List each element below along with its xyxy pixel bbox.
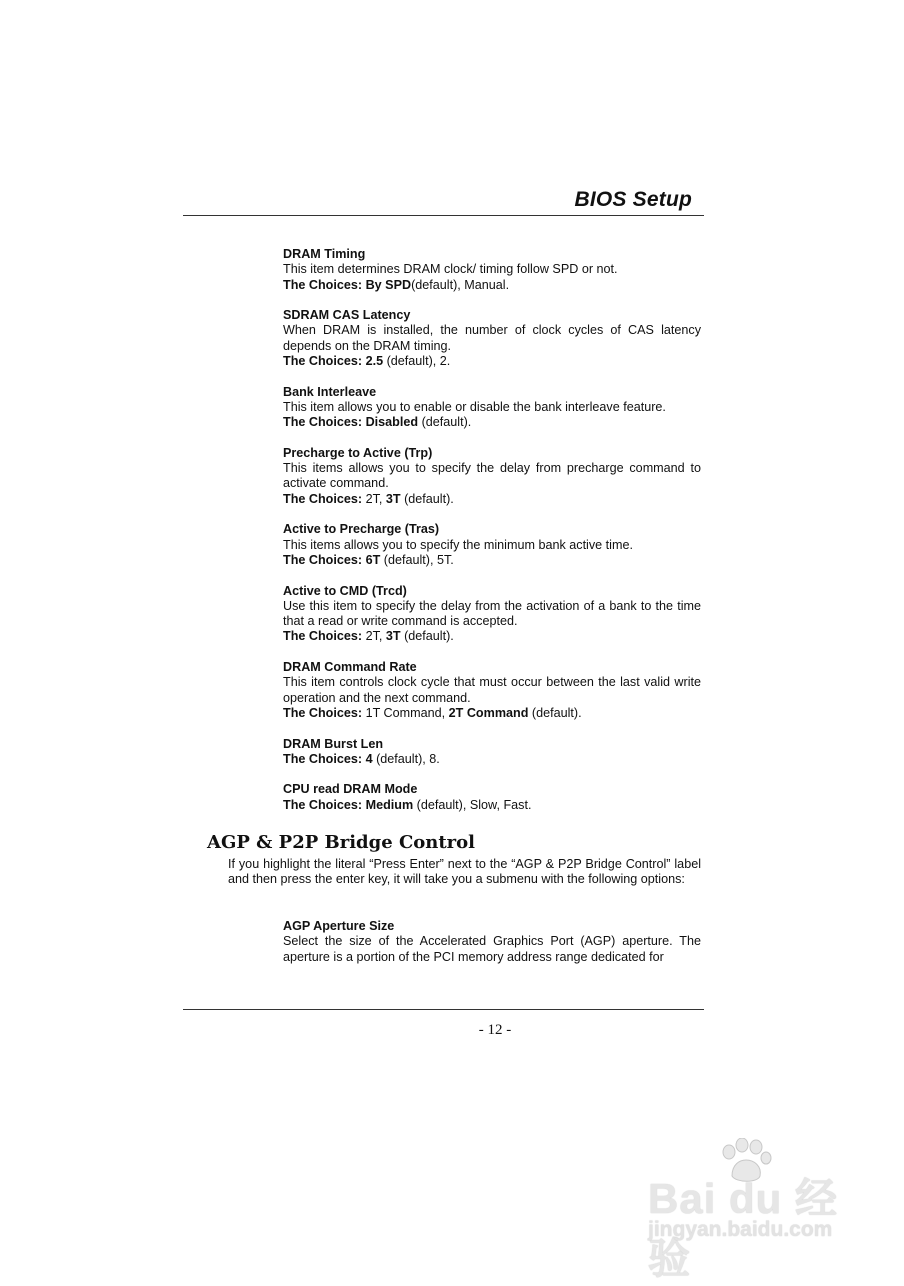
footer-rule [183, 1009, 704, 1010]
item-choices [283, 415, 701, 430]
watermark-url: jingyan.baidu.com [648, 1218, 833, 1241]
choice-segment: (default), Slow, Fast. [413, 797, 532, 812]
bios-item [283, 522, 701, 568]
item-description: When DRAM is installed, the number of clock cycles of CAS latency depends on the DRAM timing. [283, 323, 701, 353]
bios-item [283, 584, 701, 645]
choice-segment: (default), 8. [372, 751, 440, 766]
choice-segment: The Choices: [283, 629, 366, 644]
item-title: CPU read DRAM Mode [283, 782, 418, 797]
choice-segment: The Choices: [283, 491, 366, 506]
bios-item [283, 446, 701, 507]
item-description: This item determines DRAM clock/ timing follow SPD or not. [283, 262, 618, 277]
item-title: DRAM Timing [283, 247, 366, 261]
item-choices [283, 553, 701, 568]
section-intro: If you highlight the literal “Press Enter” next to the “AGP & P2P Bridge Control” label and then press the enter key, it will take you a submenu with the following options: [228, 857, 701, 887]
item-choices [283, 354, 701, 369]
choice-segment: The Choices: Disabled [283, 415, 419, 430]
bios-item [283, 782, 701, 813]
item-description: This item allows you to enable or disable the bank interleave feature. [283, 399, 666, 414]
choice-segment: 2T, [365, 491, 386, 506]
watermark-logo: Bai du 经验 [648, 1175, 839, 1282]
choice-segment: (default). [418, 415, 472, 430]
bios-item [283, 247, 701, 293]
item-choices [283, 798, 701, 813]
choice-segment: (default). [400, 629, 454, 644]
choice-segment: 2T Command [448, 705, 529, 720]
choice-segment: The Choices: 6T [283, 552, 381, 567]
item-choices [283, 752, 701, 767]
item-title: DRAM Burst Len [283, 736, 384, 751]
bios-item [283, 308, 701, 369]
bios-items-list [283, 247, 701, 828]
item-title: Bank Interleave [283, 384, 377, 399]
item-choices [283, 278, 701, 293]
item-title: AGP Aperture Size [283, 919, 395, 933]
item-choices [283, 492, 701, 507]
choice-segment: (default). [528, 705, 582, 720]
item-title: Precharge to Active (Trp) [283, 445, 433, 460]
item-description: Select the size of the Accelerated Graphics Port (AGP) aperture. The aperture is a portion of the PCI memory address range dedicated for [283, 934, 701, 964]
page-number: - 12 - [478, 1022, 512, 1038]
item-choices [283, 706, 701, 721]
item-description: This items allows you to specify the delay from precharge command to activate command. [283, 461, 701, 491]
choice-segment: (default), 5T. [380, 552, 454, 567]
choice-segment: (default). [400, 491, 454, 506]
choice-segment: 2T, [365, 629, 386, 644]
bios-item [283, 385, 701, 431]
choice-segment: 3T [385, 491, 401, 506]
item-description: Use this item to specify the delay from the activation of a bank to the time that a read or write command is accepted. [283, 598, 701, 629]
bios-item [283, 737, 701, 768]
bios-item [283, 660, 701, 721]
item-choices [283, 629, 701, 644]
item-description: This item controls clock cycle that must occur between the last valid write operation and the next command. [283, 675, 701, 705]
agp-aperture-item [283, 919, 701, 965]
header-rule [183, 215, 704, 216]
section-heading: AGP & P2P Bridge Control [207, 832, 476, 853]
choice-segment: The Choices: [283, 705, 366, 720]
item-title: Active to CMD (Trcd) [283, 583, 407, 598]
choice-segment: The Choices: 4 [283, 751, 373, 766]
choice-segment: 1T Command, [365, 705, 449, 720]
baidu-watermark [640, 1140, 870, 1282]
choice-segment: (default), 2. [383, 354, 451, 369]
item-title: SDRAM CAS Latency [283, 308, 411, 323]
choice-segment: The Choices: Medium [283, 797, 414, 812]
choice-segment: The Choices: 2.5 [283, 354, 384, 369]
item-title: DRAM Command Rate [283, 660, 417, 675]
agp-section [207, 832, 701, 888]
choice-segment: (default), Manual. [411, 277, 510, 292]
item-description: This items allows you to specify the minimum bank active time. [283, 537, 633, 552]
choice-segment: 3T [385, 629, 401, 644]
choice-segment: The Choices: By SPD [283, 277, 412, 292]
header-title: BIOS Setup [574, 188, 692, 211]
item-title: Active to Precharge (Tras) [283, 522, 440, 537]
